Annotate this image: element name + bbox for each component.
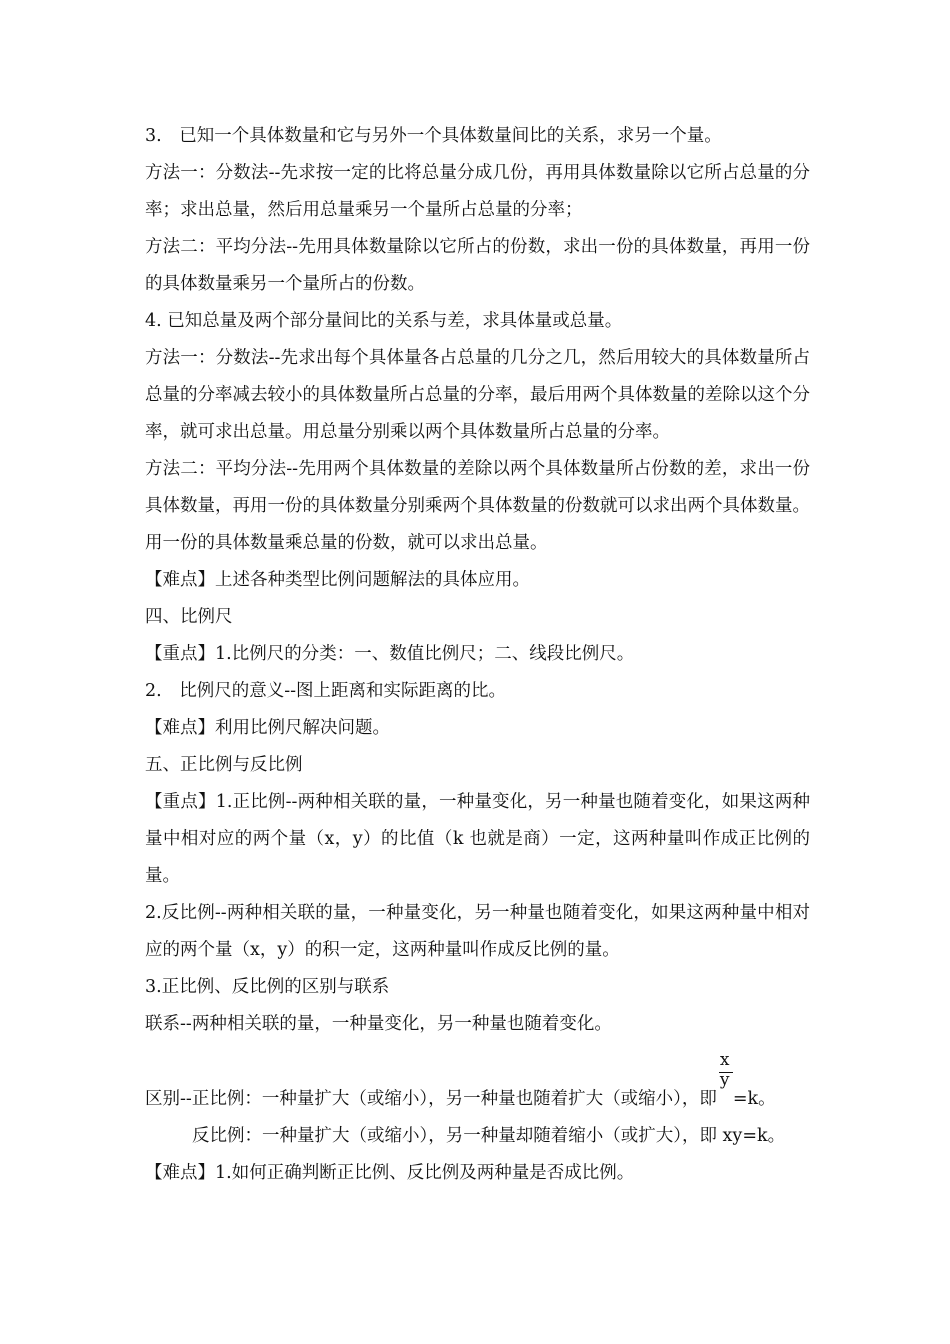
item-4-method-1: 方法一：分数法--先求出每个具体量各占总量的几分之几，然后用较大的具体数量所占总量的分率减去较小的具体数量所占总量的分率，最后用两个具体数量的差除以这个分率，就可求出总量。用总量分别乘以两个具体数量所占总量的分率。 [145,348,810,442]
inverse-distinction-line: 反比例：一种量扩大（或缩小），另一种量却随着缩小（或扩大），即 xy=k。 [192,1126,786,1146]
scale-key-point-2: 2. 比例尺的意义--图上距离和实际距离的比。 [145,681,507,701]
difficulty-note-1: 【难点】上述各种类型比例问题解法的具体应用。 [145,570,530,590]
direct-distinction-text: 区别--正比例：一种量扩大（或缩小），另一种量也随着扩大（或缩小），即 [145,1089,717,1109]
scale-key-point-1: 【重点】1.比例尺的分类：一、数值比例尺；二、线段比例尺。 [145,644,635,664]
section-4-heading: 四、比例尺 [145,607,233,627]
item-4-heading: 4. 已知总量及两个部分量间比的关系与差，求具体量或总量。 [145,311,623,331]
inverse-proportion-definition: 2.反比例--两种相关联的量，一种量变化，另一种量也随着变化，如果这两种量中相对应的两个量（x，y）的积一定，这两种量叫作成反比例的量。 [145,903,810,960]
fraction-denominator: y [719,1070,730,1090]
direct-distinction-tail: =k。 [732,1089,776,1109]
document-body [145,118,810,1192]
fraction-numerator: x [719,1050,730,1070]
item-3-heading: 3. 已知一个具体数量和它与另外一个具体数量间比的关系，求另一个量。 [145,126,722,146]
direct-distinction-line [145,1050,810,1118]
item-4-method-2: 方法二：平均分法--先用两个具体数量的差除以两个具体数量所占份数的差，求出一份具体数量，再用一份的具体数量分别乘两个具体数量的份数就可以求出两个具体数量。用一份的具体数量乘总量的份数，就可以求出总量。 [145,459,810,553]
difficulty-note-3: 【难点】1.如何正确判断正比例、反比例及两种量是否成比例。 [145,1163,635,1183]
connection-line: 联系--两种相关联的量，一种量变化，另一种量也随着变化。 [145,1014,612,1034]
distinction-heading: 3.正比例、反比例的区别与联系 [145,977,390,997]
item-3-method-1: 方法一：分数法--先求按一定的比将总量分成几份，再用具体数量除以它所占总量的分率；求出总量，然后用总量乘另一个量所占总量的分率； [145,163,810,220]
difficulty-note-2: 【难点】利用比例尺解决问题。 [145,718,390,738]
direct-proportion-definition: 【重点】1.正比例--两种相关联的量，一种量变化，另一种量也随着变化，如果这两种量中相对应的两个量（x，y）的比值（k 也就是商）一定，这两种量叫作成正比例的量。 [145,792,810,886]
x-over-y-fraction [717,1050,733,1104]
section-5-heading: 五、正比例与反比例 [145,755,303,775]
item-3-method-2: 方法二：平均分法--先用具体数量除以它所占的份数，求出一份的具体数量，再用一份的具体数量乘另一个量所占的份数。 [145,237,810,294]
